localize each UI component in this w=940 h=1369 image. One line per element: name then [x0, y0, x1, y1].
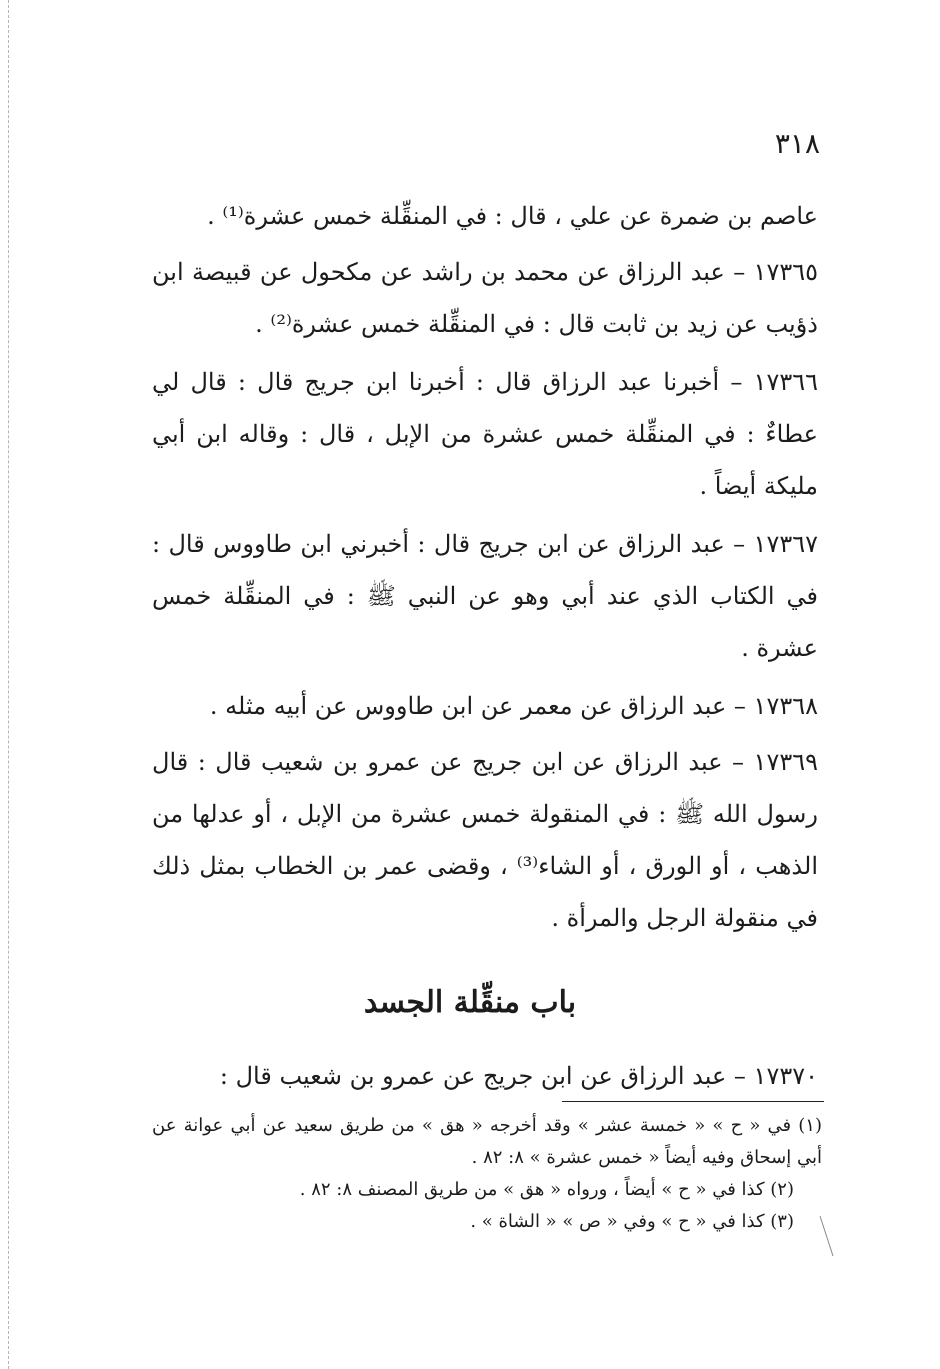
footnote-separator — [562, 1101, 824, 1102]
paragraph-continuation: عاصم بن ضمرة عن علي ، قال : في المنقِّلة خمس عشرة⁽¹⁾ . — [207, 202, 818, 230]
paragraph-17366: ١٧٣٦٦ – أخبرنا عبد الرزاق قال : أخبرنا ابن جريج قال : قال لي عطاءٌ : في المنقِّلة خمس عشرة من الإبل ، قال : وقاله ابن أبي مليكة أيضاً . — [152, 368, 818, 500]
paragraph-17368: ١٧٣٦٨ – عبد الرزاق عن معمر عن ابن طاووس عن أبيه مثله . — [209, 692, 818, 720]
page-number: ٣١٨ — [774, 127, 820, 160]
main-text-continued — [152, 1050, 818, 1102]
footnote-2: (٢) كذا في « ح » أيضاً ، ورواه « هق » من طريق المصنف ٨: ٨٢ . — [299, 1179, 794, 1200]
footnote-1: (١) في « ح » « خمسة عشر » وقد أخرجه « هق » من طريق سعيد عن أبي عوانة عن أبي إسحاق وفيه أيضاً « خمس عشرة » ٨: ٨٢ . — [152, 1115, 822, 1168]
main-text — [152, 190, 818, 944]
binding-edge-line — [8, 0, 9, 1369]
chapter-heading: باب منقِّلة الجسد — [363, 985, 577, 1020]
paragraph-17369: ١٧٣٦٩ – عبد الرزاق عن ابن جريج عن عمرو بن شعيب قال : قال رسول الله ﷺ : في المنقولة خمس عشرة من الإبل ، أو عدلها من الذهب ، أو الورق ، أو الشاء⁽³⁾ ، وقضى عمر بن الخطاب بمثل ذلك في منقولة الرجل والمرأة . — [152, 748, 818, 932]
footnotes — [152, 1110, 822, 1238]
paragraph-17365: ١٧٣٦٥ – عبد الرزاق عن محمد بن راشد عن مكحول عن قبيصة ابن ذؤيب عن زيد بن ثابت قال : في المنقِّلة خمس عشرة⁽²⁾ . — [152, 258, 818, 338]
footnote-3: (٣) كذا في « ح » وفي « ص » « الشاة » . — [470, 1211, 794, 1232]
paragraph-17370: ١٧٣٧٠ – عبد الرزاق عن ابن جريج عن عمرو بن شعيب قال : — [219, 1062, 818, 1090]
paragraph-17367: ١٧٣٦٧ – عبد الرزاق عن ابن جريج قال : أخبرني ابن طاووس قال : في الكتاب الذي عند أبي وهو عن النبي ﷺ : في المنقِّلة خمس عشرة . — [152, 530, 818, 662]
